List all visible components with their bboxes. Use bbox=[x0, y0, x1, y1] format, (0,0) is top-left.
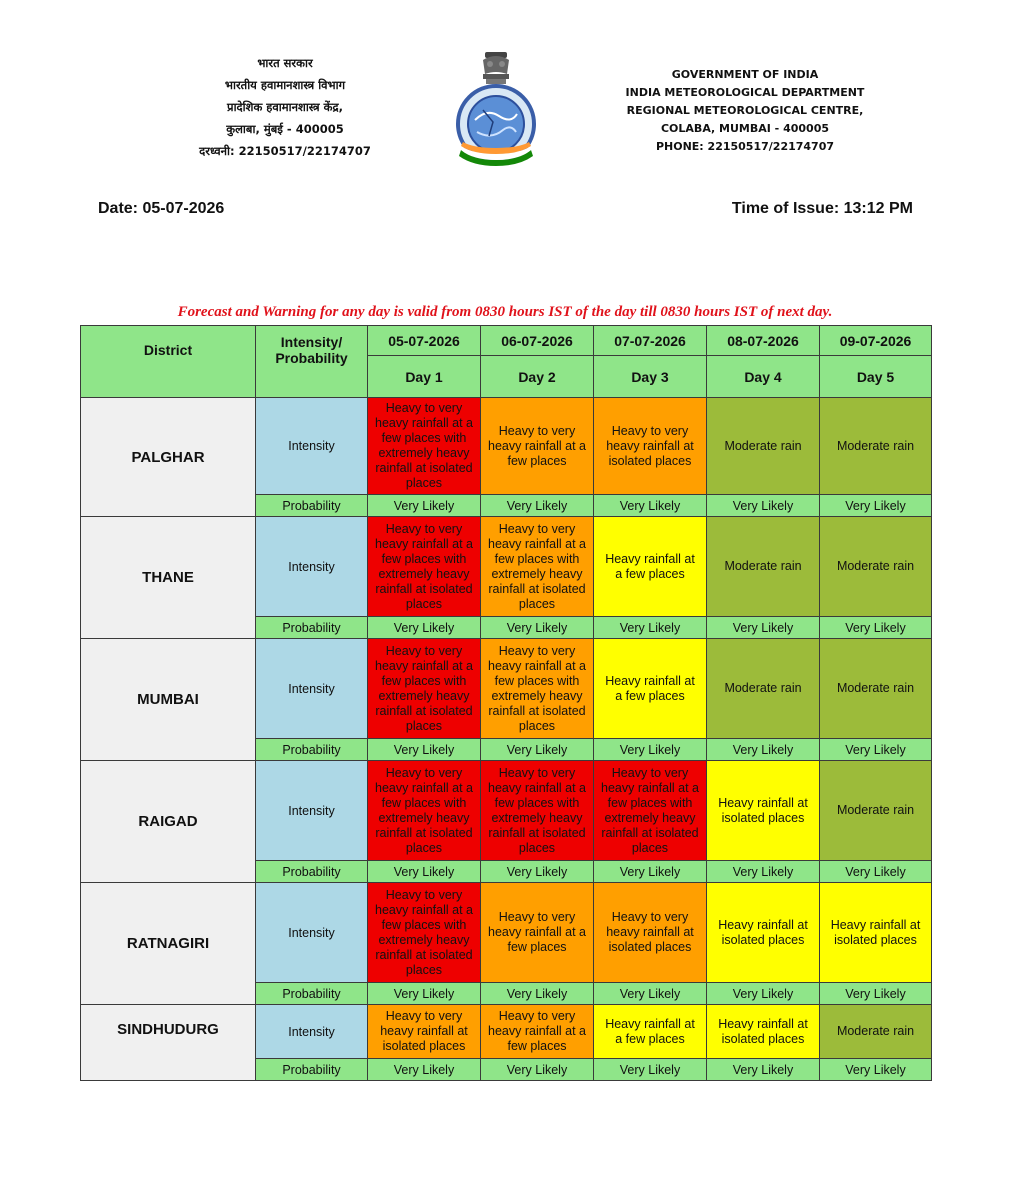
probability-label: Probability bbox=[256, 861, 368, 883]
intensity-cell: Heavy to very heavy rainfall at a few places with extremely heavy rainfall at isolated places bbox=[368, 761, 481, 861]
probability-cell: Very Likely bbox=[481, 739, 594, 761]
date-header: 09-07-2026 bbox=[820, 326, 932, 356]
intensity-cell: Moderate rain bbox=[707, 639, 820, 739]
intensity-cell: Heavy rainfall at isolated places bbox=[707, 761, 820, 861]
probability-label: Probability bbox=[256, 495, 368, 517]
intensity-cell: Heavy to very heavy rainfall at isolated places bbox=[368, 1005, 481, 1059]
intensity-label: Intensity bbox=[256, 517, 368, 617]
probability-cell: Very Likely bbox=[481, 617, 594, 639]
intensity-cell: Heavy to very heavy rainfall at a few places bbox=[481, 883, 594, 983]
probability-cell: Very Likely bbox=[820, 1059, 932, 1081]
day-header: Day 1 bbox=[368, 356, 481, 398]
probability-cell: Very Likely bbox=[368, 861, 481, 883]
probability-cell: Very Likely bbox=[368, 739, 481, 761]
probability-cell: Very Likely bbox=[594, 861, 707, 883]
intensity-cell: Heavy to very heavy rainfall at a few places with extremely heavy rainfall at isolated places bbox=[368, 639, 481, 739]
intensity-cell: Heavy to very heavy rainfall at a few places with extremely heavy rainfall at isolated places bbox=[368, 517, 481, 617]
probability-label: Probability bbox=[256, 617, 368, 639]
english-letterhead bbox=[585, 66, 905, 156]
probability-cell: Very Likely bbox=[594, 617, 707, 639]
probability-cell: Very Likely bbox=[707, 1059, 820, 1081]
intensity-row bbox=[81, 517, 932, 617]
probability-cell: Very Likely bbox=[707, 617, 820, 639]
intensity-cell: Heavy to very heavy rainfall at a few places with extremely heavy rainfall at isolated places bbox=[368, 883, 481, 983]
hindi-letterhead bbox=[140, 52, 430, 162]
date-header: 06-07-2026 bbox=[481, 326, 594, 356]
probability-cell: Very Likely bbox=[820, 739, 932, 761]
intensity-label: Intensity bbox=[256, 398, 368, 495]
imd-emblem-icon bbox=[453, 50, 539, 168]
district-name: RAIGAD bbox=[81, 761, 256, 883]
intensity-label: Intensity bbox=[256, 1005, 368, 1059]
intensity-cell: Heavy to very heavy rainfall at a few places bbox=[481, 398, 594, 495]
hindi-line: कुलाबा, मुंबई - 400005 bbox=[226, 122, 344, 136]
intensity-cell: Heavy rainfall at isolated places bbox=[707, 1005, 820, 1059]
intensity-cell: Heavy to very heavy rainfall at a few places with extremely heavy rainfall at isolated places bbox=[481, 517, 594, 617]
district-name: PALGHAR bbox=[81, 398, 256, 517]
probability-cell: Very Likely bbox=[368, 617, 481, 639]
probability-cell: Very Likely bbox=[481, 495, 594, 517]
english-line: INDIA METEOROLOGICAL DEPARTMENT bbox=[625, 86, 865, 99]
validity-notice: Forecast and Warning for any day is valid from 0830 hours IST of the day till 0830 hours IST of next day. bbox=[177, 304, 833, 320]
intensity-cell: Heavy to very heavy rainfall at a few places with extremely heavy rainfall at isolated places bbox=[368, 398, 481, 495]
probability-cell: Very Likely bbox=[707, 495, 820, 517]
intensity-cell: Heavy rainfall at a few places bbox=[594, 639, 707, 739]
probability-label: Probability bbox=[256, 1059, 368, 1081]
probability-cell: Very Likely bbox=[481, 861, 594, 883]
district-name: MUMBAI bbox=[81, 639, 256, 761]
district-header: District bbox=[81, 326, 256, 398]
probability-cell: Very Likely bbox=[820, 617, 932, 639]
intensity-cell: Heavy rainfall at isolated places bbox=[707, 883, 820, 983]
day-header: Day 2 bbox=[481, 356, 594, 398]
day-header: Day 5 bbox=[820, 356, 932, 398]
probability-cell: Very Likely bbox=[820, 861, 932, 883]
probability-cell: Very Likely bbox=[481, 983, 594, 1005]
district-name: THANE bbox=[81, 517, 256, 639]
intensity-row bbox=[81, 883, 932, 983]
english-line: GOVERNMENT OF INDIA bbox=[671, 68, 819, 81]
english-line: REGIONAL METEOROLOGICAL CENTRE, bbox=[626, 104, 864, 117]
intensity-cell: Moderate rain bbox=[820, 398, 932, 495]
probability-cell: Very Likely bbox=[820, 495, 932, 517]
date-header: 08-07-2026 bbox=[707, 326, 820, 356]
issue-time: Time of Issue: 13:12 PM bbox=[731, 200, 913, 217]
probability-cell: Very Likely bbox=[481, 1059, 594, 1081]
intensity-cell: Heavy to very heavy rainfall at isolated places bbox=[594, 883, 707, 983]
intensity-cell: Moderate rain bbox=[707, 398, 820, 495]
intensity-cell: Heavy rainfall at isolated places bbox=[820, 883, 932, 983]
intensity-cell: Heavy to very heavy rainfall at a few places with extremely heavy rainfall at isolated places bbox=[481, 639, 594, 739]
intensity-probability-header: Intensity/ Probability bbox=[256, 326, 368, 398]
intensity-row bbox=[81, 639, 932, 739]
probability-cell: Very Likely bbox=[594, 495, 707, 517]
intensity-cell: Moderate rain bbox=[707, 517, 820, 617]
probability-cell: Very Likely bbox=[368, 983, 481, 1005]
district-name: SINDHUDURG bbox=[81, 1005, 256, 1081]
district-name: RATNAGIRI bbox=[81, 883, 256, 1005]
probability-cell: Very Likely bbox=[594, 739, 707, 761]
hindi-line: दरध्वनी: 22150517/22174707 bbox=[199, 144, 371, 158]
probability-cell: Very Likely bbox=[368, 1059, 481, 1081]
intensity-cell: Heavy to very heavy rainfall at a few places with extremely heavy rainfall at isolated places bbox=[594, 761, 707, 861]
probability-cell: Very Likely bbox=[707, 983, 820, 1005]
probability-cell: Very Likely bbox=[368, 495, 481, 517]
intensity-cell: Heavy to very heavy rainfall at a few places with extremely heavy rainfall at isolated places bbox=[481, 761, 594, 861]
intensity-label: Intensity bbox=[256, 761, 368, 861]
intensity-row bbox=[81, 1005, 932, 1059]
intensity-cell: Heavy rainfall at a few places bbox=[594, 517, 707, 617]
probability-label: Probability bbox=[256, 983, 368, 1005]
issue-date: Date: 05-07-2026 bbox=[98, 200, 225, 217]
forecast-table bbox=[80, 325, 932, 1081]
english-line: COLABA, MUMBAI - 400005 bbox=[660, 122, 830, 135]
table-header-row bbox=[81, 326, 932, 356]
probability-label: Probability bbox=[256, 739, 368, 761]
date-header: 05-07-2026 bbox=[368, 326, 481, 356]
intensity-cell: Heavy to very heavy rainfall at isolated places bbox=[594, 398, 707, 495]
probability-cell: Very Likely bbox=[707, 861, 820, 883]
probability-cell: Very Likely bbox=[820, 983, 932, 1005]
intensity-cell: Moderate rain bbox=[820, 517, 932, 617]
hindi-line: प्रादेशिक हवामानशास्त्र केंद्र, bbox=[227, 100, 343, 114]
day-header: Day 4 bbox=[707, 356, 820, 398]
intensity-cell: Heavy rainfall at a few places bbox=[594, 1005, 707, 1059]
intensity-cell: Moderate rain bbox=[820, 761, 932, 861]
date-header: 07-07-2026 bbox=[594, 326, 707, 356]
intensity-row bbox=[81, 761, 932, 861]
intensity-row bbox=[81, 398, 932, 495]
intensity-cell: Moderate rain bbox=[820, 639, 932, 739]
day-header: Day 3 bbox=[594, 356, 707, 398]
probability-cell: Very Likely bbox=[594, 983, 707, 1005]
hindi-line: भारतीय हवामानशास्त्र विभाग bbox=[224, 78, 346, 92]
intensity-cell: Heavy to very heavy rainfall at a few places bbox=[481, 1005, 594, 1059]
hindi-line: भारत सरकार bbox=[257, 56, 313, 70]
intensity-label: Intensity bbox=[256, 639, 368, 739]
probability-cell: Very Likely bbox=[707, 739, 820, 761]
probability-cell: Very Likely bbox=[594, 1059, 707, 1081]
english-line: PHONE: 22150517/22174707 bbox=[655, 140, 835, 153]
intensity-cell: Moderate rain bbox=[820, 1005, 932, 1059]
intensity-label: Intensity bbox=[256, 883, 368, 983]
